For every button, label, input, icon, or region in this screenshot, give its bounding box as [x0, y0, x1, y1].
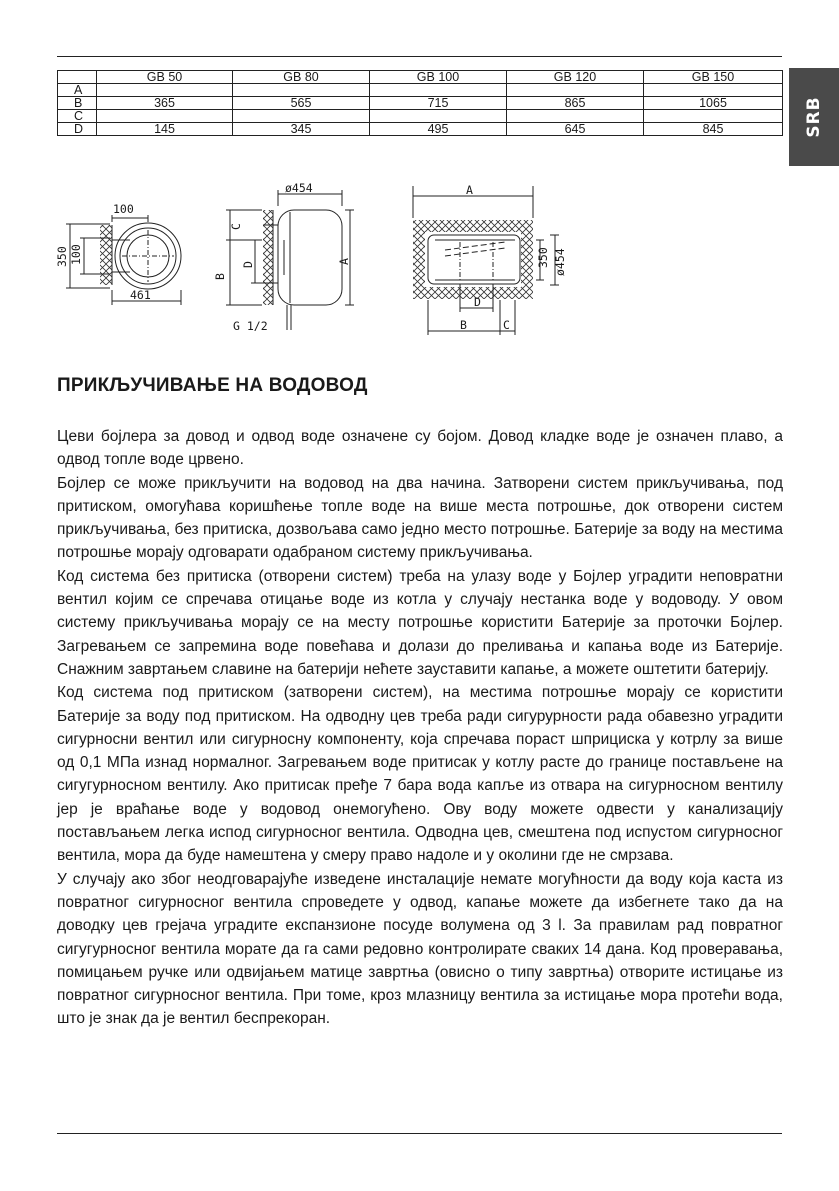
- paragraph: Бојлер се може прикључити на водовод на два начина. Затворени систем прикључивања, под притиском, омогућава коришћење топле воде на више места потрошње, док отворени систем прикључивања, без притиска, дозвољава само једно место потрошње. Батерије за воду на местима потрошње морају одговарати одабраном систему прикључивања.: [57, 474, 783, 562]
- dim-side-b: B: [213, 273, 227, 280]
- dim-top-350: 350: [55, 246, 69, 267]
- table-cell: [507, 110, 644, 123]
- table-cell: 845: [644, 123, 783, 136]
- table-cell: [507, 84, 644, 97]
- diagrams-svg: [50, 180, 610, 340]
- paragraph: У случају ако због неодговарајуће изведене инсталације немате могућности да воду која каста из повратног сигурносног вентила спроведете у одвод, капање можете да избегнете тако да на доводку цев грејача уградите експанзионе посуде волумена од 3 l. За правилам рад повратног сигугурносног вентила морате да га сами редовно контролирате сваких 14 дана. Код проверавања, помицањем ручке или одвијањем матице завртња (овисно о типу завртња) отворите истицање из повратног сигурносног вентила. При томе, кроз млазницу вентила за истицање мора протећи вода, што је знак да је вентил беспрекоран.: [57, 870, 783, 1028]
- table-header-cell: GB 120: [507, 71, 644, 84]
- row-label: C: [58, 110, 97, 123]
- table-cell: 865: [507, 97, 644, 110]
- dim-top-461: 461: [130, 288, 151, 302]
- table-row: [58, 110, 783, 123]
- dim-top-100: 100: [113, 202, 134, 216]
- footer-rule: [57, 1133, 782, 1134]
- row-label: A: [58, 84, 97, 97]
- dim-horiz-c: C: [503, 318, 510, 332]
- table-row: [58, 84, 783, 97]
- body-text: [57, 425, 783, 1031]
- table-header-cell: GB 100: [370, 71, 507, 84]
- table-cell: 145: [97, 123, 233, 136]
- dim-horiz-350: 350: [536, 247, 550, 268]
- row-label: B: [58, 97, 97, 110]
- paragraph: Код система под притиском (затворени систем), на местима потрошње морају се користити Батерије за воду под притиском. На одводну цев треба ради сигурурности рада обавезно уградити сигурносни вентил или сигурносну компоненту, која спречава пораст шприциска у котрлу за више од 0,1 МПа изнад нормалног. Загревањем воде притисак у котлу расте до границе постављене на сигугурносном вентилу. Ако притисак пређе 7 бара вода капље из отвара на сигурносном вентилу јер је враћање воде у водовод онемогућено. Ову воду можете одвести у канализацију постављањем легка испод сигурносног вентила. Одводна цев, смештена под испустом сигурносног вентила, мора да буде намештена у смеру право надоле и у околини где не смрзава.: [57, 684, 783, 865]
- table-cell: [97, 84, 233, 97]
- table-header-row: [58, 71, 783, 84]
- table-cell: 565: [233, 97, 370, 110]
- dim-horiz-d: D: [474, 295, 481, 309]
- dim-horiz-a: A: [466, 183, 473, 197]
- header-rule: [57, 56, 782, 57]
- language-tab: [789, 68, 839, 166]
- table-cell: 345: [233, 123, 370, 136]
- installation-diagrams: [50, 180, 610, 340]
- table-cell: [644, 110, 783, 123]
- side-view-diagram: [226, 190, 354, 330]
- table-header-cell: GB 80: [233, 71, 370, 84]
- dim-side-a: A: [337, 258, 351, 265]
- row-label: D: [58, 123, 97, 136]
- table-row: [58, 123, 783, 136]
- table-cell: 495: [370, 123, 507, 136]
- table-cell: 715: [370, 97, 507, 110]
- table-cell: [233, 84, 370, 97]
- table-header-cell: GB 50: [97, 71, 233, 84]
- table-cell: [370, 84, 507, 97]
- table-cell: 365: [97, 97, 233, 110]
- section-title: ПРИКЉУЧИВАЊЕ НА ВОДОВОД: [57, 375, 368, 396]
- table-cell: 1065: [644, 97, 783, 110]
- table-cell: [233, 110, 370, 123]
- table-cell: [644, 84, 783, 97]
- paragraph: Код система без притиска (отворени систем) треба на улазу воде у Бојлер уградити неповратни вентил којим се спречава отицање воде из котла у случају нестанка воде у водоводу. У овом систему прикључивања морају се на месту потрошње користити Батерије за проточки Бојлер. Загревањем се запремина воде повећава и долази до преливања и капања воде из Батерије. Снажним завртањем славине на батерији нећете зауставити капање, а можете оштетити батерију.: [57, 567, 783, 678]
- dim-top-100v: 100: [69, 244, 83, 265]
- table-cell: [97, 110, 233, 123]
- table-cell: [370, 110, 507, 123]
- dim-side-d: D: [241, 261, 255, 268]
- table-header-cell: GB 150: [644, 71, 783, 84]
- paragraph: Цеви бојлера за довод и одвод воде означене су бојом. Довод кладке воде је означен плаво, а одвод топле воде црвено.: [57, 428, 783, 469]
- table-row: [58, 97, 783, 110]
- dim-side-diameter: ø454: [285, 181, 313, 195]
- dim-side-c: C: [229, 223, 243, 230]
- dim-side-g: G 1/2: [233, 319, 268, 333]
- table-cell: 645: [507, 123, 644, 136]
- dim-horiz-diameter: ø454: [553, 248, 567, 276]
- dim-horiz-b: B: [460, 318, 467, 332]
- top-view-diagram: [66, 215, 181, 305]
- dimensions-table: [57, 70, 783, 136]
- table-header-cell: [58, 71, 97, 84]
- language-tab-label: SRB: [804, 96, 824, 138]
